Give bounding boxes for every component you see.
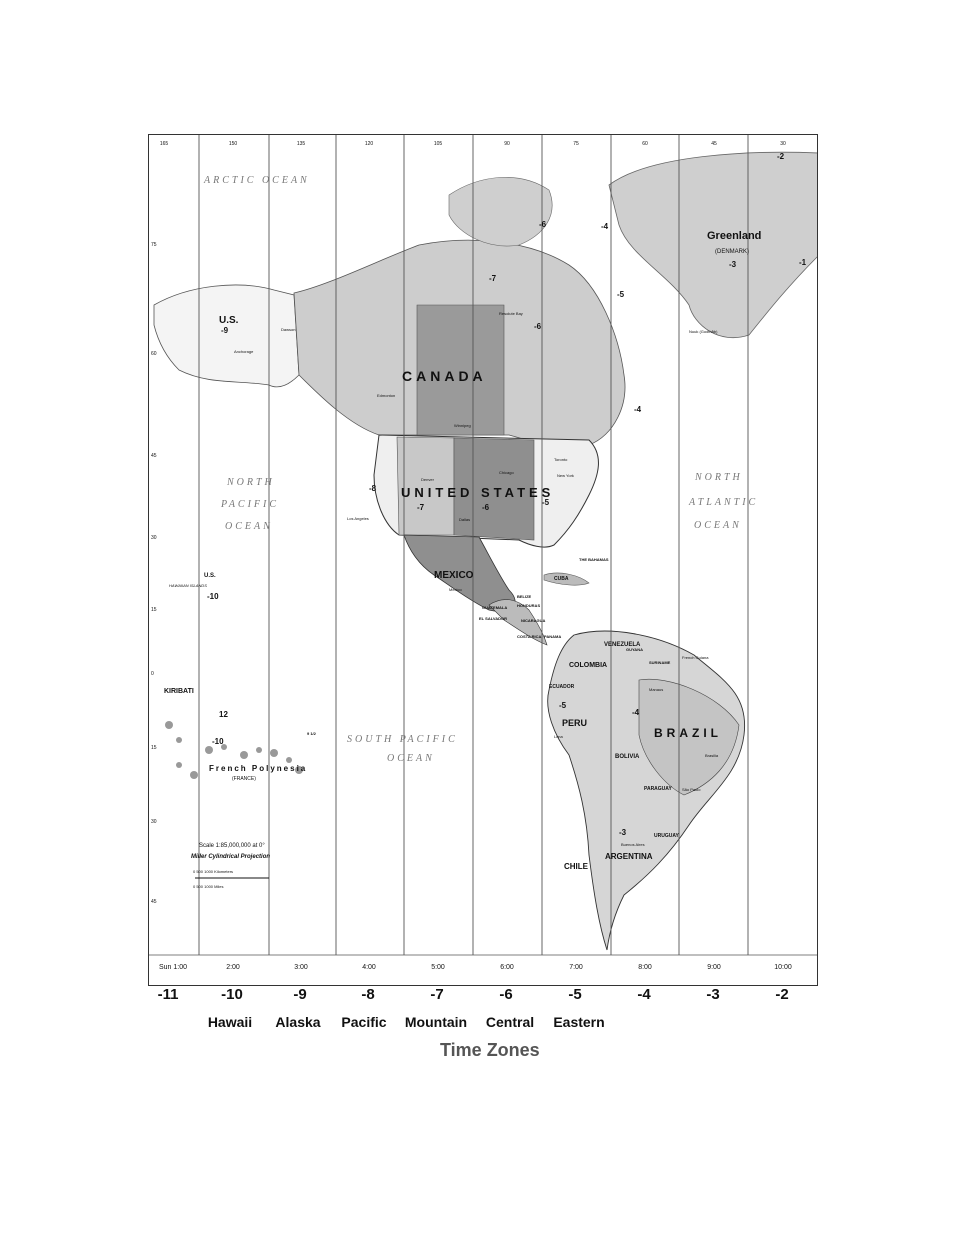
map-offset-alaska: -9 <box>221 326 229 335</box>
offset-label: -10 <box>221 986 243 1003</box>
map-offset-greenland: -3 <box>729 260 737 269</box>
clock-time-9: 9:00 <box>707 964 721 971</box>
lat-45: 45 <box>151 453 157 459</box>
city-dallas: Dallas <box>459 517 471 522</box>
scale-legend <box>191 843 270 889</box>
offset-label: -4 <box>637 986 651 1003</box>
map-offset-peru: -5 <box>559 701 567 710</box>
offset-label: -7 <box>430 986 444 1003</box>
label-united-states: UNITED STATES <box>401 485 555 500</box>
city-winnipeg: Winnipeg <box>454 423 471 428</box>
lon-45: 45 <box>711 141 717 147</box>
clock-time-2: 2:00 <box>226 964 240 971</box>
label-alaska-us: U.S. <box>219 315 239 326</box>
label-french-polynesia: French Polynesia <box>209 764 308 773</box>
scale-line1: Scale 1:85,000,000 at 0° <box>199 843 265 849</box>
zone-name-pacific: Pacific <box>341 1014 387 1030</box>
label-hawaii-us: U.S. <box>204 573 216 579</box>
label-denmark: (DENMARK) <box>715 249 749 255</box>
map-offset-baffin: -5 <box>617 290 625 299</box>
zone-name-eastern: Eastern <box>553 1014 605 1030</box>
offset-label: -5 <box>568 986 582 1003</box>
map-offset-argentina: -3 <box>619 828 627 837</box>
map-offset-thule: -4 <box>601 222 609 231</box>
map-offset-line-islands: 12 <box>219 710 228 719</box>
ocean-north-atlantic-1: NORTH <box>695 472 743 483</box>
lat-75: 75 <box>151 242 157 248</box>
map-offset-mountain: -7 <box>417 503 425 512</box>
label-costa-rica: COSTA RICA <box>517 634 542 639</box>
ocean-north-atlantic-3: OCEAN <box>694 520 742 531</box>
offset-label: -2 <box>775 986 789 1003</box>
lat-45s: 45 <box>151 899 157 905</box>
map-offset-eastern: -5 <box>542 498 550 507</box>
lon-165: 165 <box>159 141 169 147</box>
label-colombia: COLOMBIA <box>569 662 608 669</box>
label-venezuela: VENEZUELA <box>604 642 641 648</box>
city-toronto: Toronto <box>554 457 568 462</box>
lon-60: 60 <box>642 141 648 147</box>
canada-arctic-islands <box>449 177 552 246</box>
city-new-york: New York <box>557 473 574 478</box>
clock-time-10: 10:00 <box>774 964 792 971</box>
label-kiribati: KIRIBATI <box>164 688 194 695</box>
zone-name-hawaii: Hawaii <box>207 1014 253 1030</box>
city-anchorage: Anchorage <box>234 349 254 354</box>
map-offset-canada-arctic-6: -6 <box>539 220 547 229</box>
city-mexico: Mexico <box>449 587 462 592</box>
time-zone-map <box>148 134 818 986</box>
map-offset-polynesia: -10 <box>212 737 224 746</box>
clock-time-4: 4:00 <box>362 964 376 971</box>
lon-150: 150 <box>228 141 238 147</box>
city-nuuk: Nuuk (Godthåb) <box>689 329 718 334</box>
offset-label: -3 <box>706 986 720 1003</box>
lat-30s: 30 <box>151 819 157 825</box>
lon-135: 135 <box>296 141 306 147</box>
label-nicaragua: NICARAGUA <box>521 618 546 623</box>
label-brazil: BRAZIL <box>654 726 722 740</box>
zone-name-mountain: Mountain <box>404 1014 468 1030</box>
lat-15n: 15 <box>151 607 157 613</box>
label-canada: CANADA <box>402 368 487 384</box>
offset-label: -8 <box>361 986 375 1003</box>
label-greenland: Greenland <box>707 230 762 242</box>
alaska-shape <box>154 285 299 387</box>
ocean-north-pacific-2: PACIFIC <box>221 499 280 510</box>
label-guatemala: GUATEMALA <box>482 605 508 610</box>
ocean-north-pacific-1: NORTH <box>227 477 275 488</box>
label-belize: BELIZE <box>517 594 532 599</box>
scale-mi: 0 500 1000 Miles <box>193 884 224 889</box>
label-uruguay: URUGUAY <box>654 833 679 839</box>
label-paraguay: PARAGUAY <box>644 786 672 792</box>
lat-60: 60 <box>151 351 157 357</box>
map-offset-scoresby: -1 <box>799 258 807 267</box>
map-offset-hawaii: -10 <box>207 592 219 601</box>
lon-30: 30 <box>780 141 786 147</box>
label-panama: PANAMA <box>544 634 562 639</box>
ocean-arctic: ARCTIC OCEAN <box>204 175 310 186</box>
clock-time-8: 8:00 <box>638 964 652 971</box>
map-offset-pacific: -8 <box>369 484 377 493</box>
map-offset-nunavut-7: -7 <box>489 274 497 283</box>
zone-name-alaska: Alaska <box>275 1014 321 1030</box>
city-los-angeles: Los Angeles <box>347 516 369 521</box>
clock-time-7: 7:00 <box>569 964 583 971</box>
scale-line2: Miller Cylindrical Projection <box>191 854 271 860</box>
lon-105: 105 <box>433 141 443 147</box>
ocean-south-pacific-1: SOUTH PACIFIC <box>347 734 458 745</box>
label-suriname: SURINAME <box>649 660 671 665</box>
ocean-south-pacific-2: OCEAN <box>387 753 435 764</box>
label-france: (FRANCE) <box>232 776 256 782</box>
city-brasilia: Brasilia <box>705 753 719 758</box>
map-canvas <box>149 135 818 986</box>
zone-name-central: Central <box>485 1014 535 1030</box>
lon-90: 90 <box>504 141 510 147</box>
map-offset-marquesas: 9 1/2 <box>307 731 316 736</box>
label-french-guiana: French Guiana <box>682 655 709 660</box>
map-offset-labrador: -4 <box>634 405 642 414</box>
scale-km: 0 500 1000 Kilometers <box>193 869 234 874</box>
offset-label: -6 <box>499 986 513 1003</box>
city-chicago: Chicago <box>499 470 514 475</box>
map-offset-greenland-east: -2 <box>777 152 785 161</box>
city-sao-paulo: São Paulo <box>682 787 701 792</box>
label-cuba: CUBA <box>554 576 569 582</box>
label-guyana: GUYANA <box>626 647 643 652</box>
clock-time-5: 5:00 <box>431 964 445 971</box>
clock-time-6: 6:00 <box>500 964 514 971</box>
city-buenos-aires: Buenos Aires <box>621 842 645 847</box>
greenland-shape <box>609 152 818 337</box>
map-offset-brazil: -4 <box>632 708 640 717</box>
ocean-north-pacific-3: OCEAN <box>225 521 273 532</box>
lon-120: 120 <box>364 141 374 147</box>
map-offset-nunavut-6: -6 <box>534 322 542 331</box>
clock-time-3: 3:00 <box>294 964 308 971</box>
lat-0: 0 <box>151 671 154 677</box>
label-ecuador: ECUADOR <box>549 684 575 690</box>
city-edmonton: Edmonton <box>377 393 396 398</box>
city-manaus: Manaus <box>649 687 664 692</box>
label-bahamas: THE BAHAMAS <box>579 557 609 562</box>
label-bolivia: BOLIVIA <box>615 754 640 760</box>
label-chile: CHILE <box>564 862 588 871</box>
label-hawaiian-islands: HAWAIIAN ISLANDS <box>169 583 207 588</box>
label-el-salvador: EL SALVADOR <box>479 616 508 621</box>
label-mexico: MEXICO <box>434 570 474 581</box>
lat-15s: 15 <box>151 745 157 751</box>
label-honduras: HONDURAS <box>517 603 541 608</box>
city-denver: Denver <box>421 477 434 482</box>
map-offset-central: -6 <box>482 503 490 512</box>
clock-time-1: Sun 1:00 <box>158 964 188 971</box>
offset-label: -9 <box>293 986 307 1003</box>
label-peru: PERU <box>562 718 588 728</box>
city-resolute-bay: Resolute Bay <box>499 311 523 316</box>
lat-30n: 30 <box>151 535 157 541</box>
lon-75: 75 <box>573 141 579 147</box>
ocean-north-atlantic-2: ATLANTIC <box>689 497 759 508</box>
city-lima: Lima <box>554 734 563 739</box>
label-argentina: ARGENTINA <box>605 852 653 861</box>
caption-time-zones: Time Zones <box>440 1040 540 1060</box>
city-dawson: Dawson <box>281 327 296 332</box>
offset-label: -11 <box>157 986 179 1003</box>
